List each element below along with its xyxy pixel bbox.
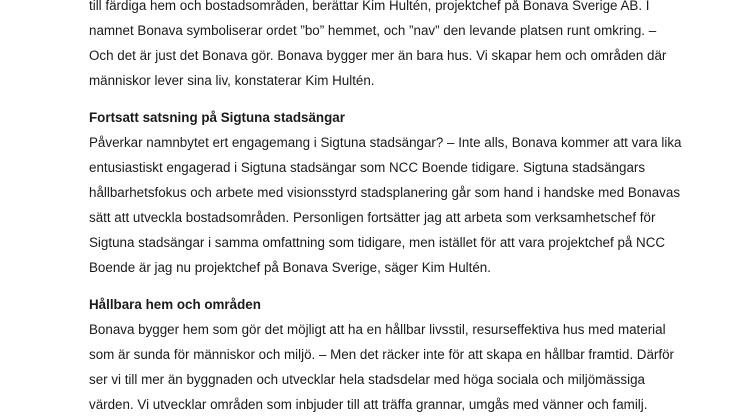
intro-paragraph: [89, 0, 669, 93]
paragraph-line: Påverkar namnbytet ert engagemang i Sigtuna stadsängar? – Inte alls, Bonava kommer att vara lika: [89, 135, 682, 150]
paragraph-line: Bonava bygger hem som gör det möjligt att ha en hållbar livsstil, resurseffektiva hus med material: [89, 322, 666, 337]
document-page: [89, 0, 682, 417]
paragraph-line: som är sunda för människor och miljö. – Men det räcker inte för att skapa en hållbar framtid. Därför: [89, 347, 674, 362]
section-heading-hallbara: Hållbara hem och områden: [89, 297, 261, 312]
hallbara-paragraph: [89, 317, 674, 417]
paragraph-line: Boende är jag nu projektchef på Bonava Sverige, säger Kim Hultén.: [89, 260, 491, 275]
paragraph-line: till färdiga hem och bostadsområden, berättar Kim Hultén, projektchef på Bonava Sverige AB. I: [89, 0, 650, 13]
paragraph-line: Sigtuna stadsängar i samma omfattning som tidigare, men istället för att vara projektchef på NCC: [89, 235, 666, 250]
paragraph-line: Och det är just det Bonava gör. Bonava bygger mer än bara hus. Vi skapar hem och områden där: [89, 48, 667, 63]
paragraph-line: hållbarhetsfokus och arbete med visionsstyrd stadsplanering går som hand i handske med Bonavas: [89, 185, 681, 200]
paragraph-line: entusiastiskt engagerad i Sigtuna stadsängar som NCC Boende tidigare. Sigtuna stadsängars: [89, 160, 646, 175]
paragraph-line: värden. Vi utvecklar områden som inbjuder till att träffa grannar, umgås med vänner och familj.: [89, 397, 648, 412]
paragraph-line: namnet Bonava symboliserar ordet ”bo” hemmet, och ”nav” den levande platsen runt omkring. –: [89, 23, 657, 38]
paragraph-line: människor lever sina liv, konstaterar Kim Hultén.: [89, 73, 375, 88]
paragraph-line: ser vi till mer än byggnaden och utvecklar hela stadsdelar med höga sociala och miljömässiga: [89, 372, 645, 387]
paragraph-line: sätt att utveckla bostadsområden. Personligen fortsätter jag att arbeta som verksamhetschef för: [89, 210, 656, 225]
sigtuna-paragraph: [89, 130, 682, 280]
section-heading-sigtuna: Fortsatt satsning på Sigtuna stadsängar: [89, 110, 345, 125]
